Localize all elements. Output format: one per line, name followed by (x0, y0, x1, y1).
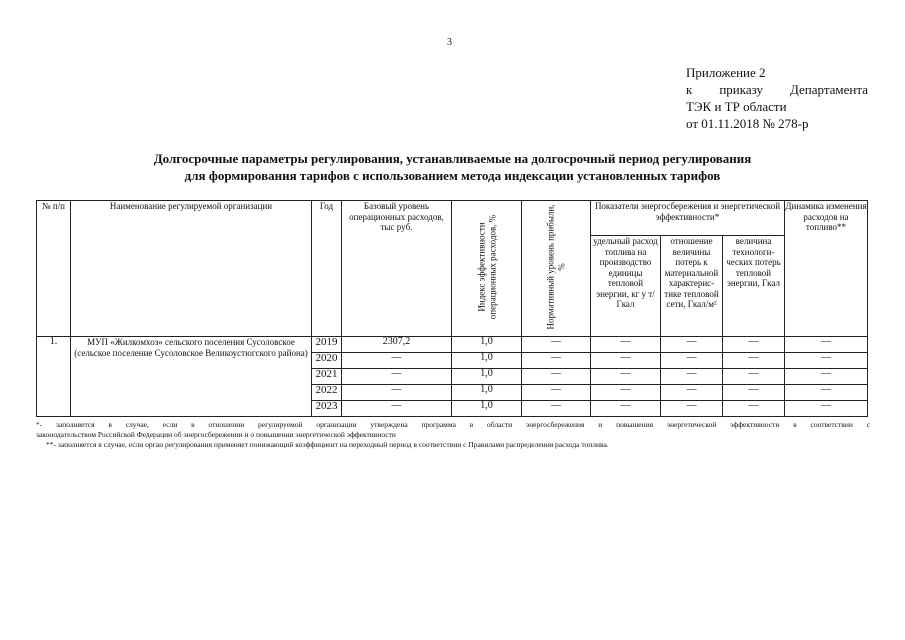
header-base-costs: Базовый уровень операционных расходов, тыс руб. (342, 201, 452, 337)
dynamics-cell: — (785, 369, 868, 385)
header-indicators: Показатели энергосбережения и энергетической эффективности* (591, 201, 785, 236)
year-cell: 2022 (312, 385, 342, 401)
loss-ratio-cell: — (661, 353, 723, 369)
parameters-table (36, 200, 868, 417)
title-line-1: Долгосрочные параметры регулирования, устанавливаемые на долгосрочный период регулирования (153, 151, 752, 166)
dynamics-cell: — (785, 385, 868, 401)
header-efficiency-text: Индекс эффективности операционных расходов, % (476, 214, 497, 320)
loss-ratio-cell: — (661, 385, 723, 401)
tech-losses-cell: — (723, 369, 785, 385)
fuel-cell: — (591, 401, 661, 417)
tech-losses-cell: — (723, 385, 785, 401)
tech-losses-cell: — (723, 337, 785, 353)
profit-cell: — (522, 401, 591, 417)
base-cost-cell: — (342, 353, 452, 369)
tech-losses-cell: — (723, 353, 785, 369)
header-year: Год (312, 201, 342, 337)
approval-word: приказу (719, 82, 763, 97)
approval-line-4: от 01.11.2018 № 278-р (686, 116, 809, 131)
year-cell: 2020 (312, 353, 342, 369)
header-specific-fuel: удельный расход топлива на производство единицы тепловой энергии, кг у т/Гкал (591, 236, 661, 337)
approval-block (686, 64, 868, 132)
approval-word: к (686, 82, 693, 97)
fuel-cell: — (591, 337, 661, 353)
document-title (0, 150, 905, 184)
profit-cell: — (522, 353, 591, 369)
efficiency-cell: 1,0 (452, 401, 522, 417)
loss-ratio-cell: — (661, 337, 723, 353)
fuel-cell: — (591, 353, 661, 369)
header-num: № п/п (37, 201, 71, 337)
dynamics-cell: — (785, 337, 868, 353)
header-tech-losses: величина технологи-ческих потерь тепловой энергии, Гкал (723, 236, 785, 337)
tech-losses-cell: — (723, 401, 785, 417)
header-efficiency-index (452, 201, 522, 337)
row-number: 1. (37, 337, 71, 417)
page-number: 3 (447, 37, 452, 48)
base-cost-cell: — (342, 385, 452, 401)
footnote-1-line-2: законодательством Российской Федерации об энергосбережении и о повышении энергетической эффективности (36, 430, 396, 439)
header-profit-text: Нормативный уровень прибыли, % (545, 204, 566, 330)
profit-cell: — (522, 337, 591, 353)
header-fuel-dynamics: Динамика изменения расходов на топливо** (785, 201, 868, 337)
title-line-2: для формирования тарифов с использованием метода индексации установленных тарифов (184, 168, 721, 183)
approval-word: Департамента (789, 82, 868, 97)
approval-line-2 (686, 81, 868, 98)
approval-line-3: ТЭК и ТР области (686, 99, 787, 114)
base-cost-cell: — (342, 369, 452, 385)
header-profit-level (522, 201, 591, 337)
fuel-cell: — (591, 385, 661, 401)
efficiency-cell: 1,0 (452, 353, 522, 369)
year-cell: 2023 (312, 401, 342, 417)
footnotes (36, 420, 870, 450)
efficiency-cell: 1,0 (452, 369, 522, 385)
table-row (37, 337, 868, 353)
dynamics-cell: — (785, 401, 868, 417)
fuel-cell: — (591, 369, 661, 385)
year-cell: 2021 (312, 369, 342, 385)
loss-ratio-cell: — (661, 401, 723, 417)
organization-name: МУП «Жилкомхоз» сельского поселения Сусоловское (сельское поселение Сусоловское Великоустюгского района) (71, 337, 312, 417)
efficiency-cell: 1,0 (452, 337, 522, 353)
approval-line-1: Приложение 2 (686, 65, 766, 80)
efficiency-cell: 1,0 (452, 385, 522, 401)
year-cell: 2019 (312, 337, 342, 353)
profit-cell: — (522, 385, 591, 401)
loss-ratio-cell: — (661, 369, 723, 385)
dynamics-cell: — (785, 353, 868, 369)
footnote-2: **- заполняется в случае, если орган регулирования применяет понижающий коэффициент на переходный период в соответствии с Правилами распределения расхода топлива. (46, 440, 609, 449)
header-loss-ratio: отношение величины потерь к материальной характерис-тике тепловой сети, Гкал/м² (661, 236, 723, 337)
footnote-1-line-1: *- заполняется в случае, если в отношении регулируемой организации утверждена программа в области энергосбережения и повышения энергетической эффективности в соответствии с (36, 420, 870, 429)
base-cost-cell: 2307,2 (342, 337, 452, 353)
base-cost-cell: — (342, 401, 452, 417)
profit-cell: — (522, 369, 591, 385)
header-org: Наименование регулируемой организации (71, 201, 312, 337)
